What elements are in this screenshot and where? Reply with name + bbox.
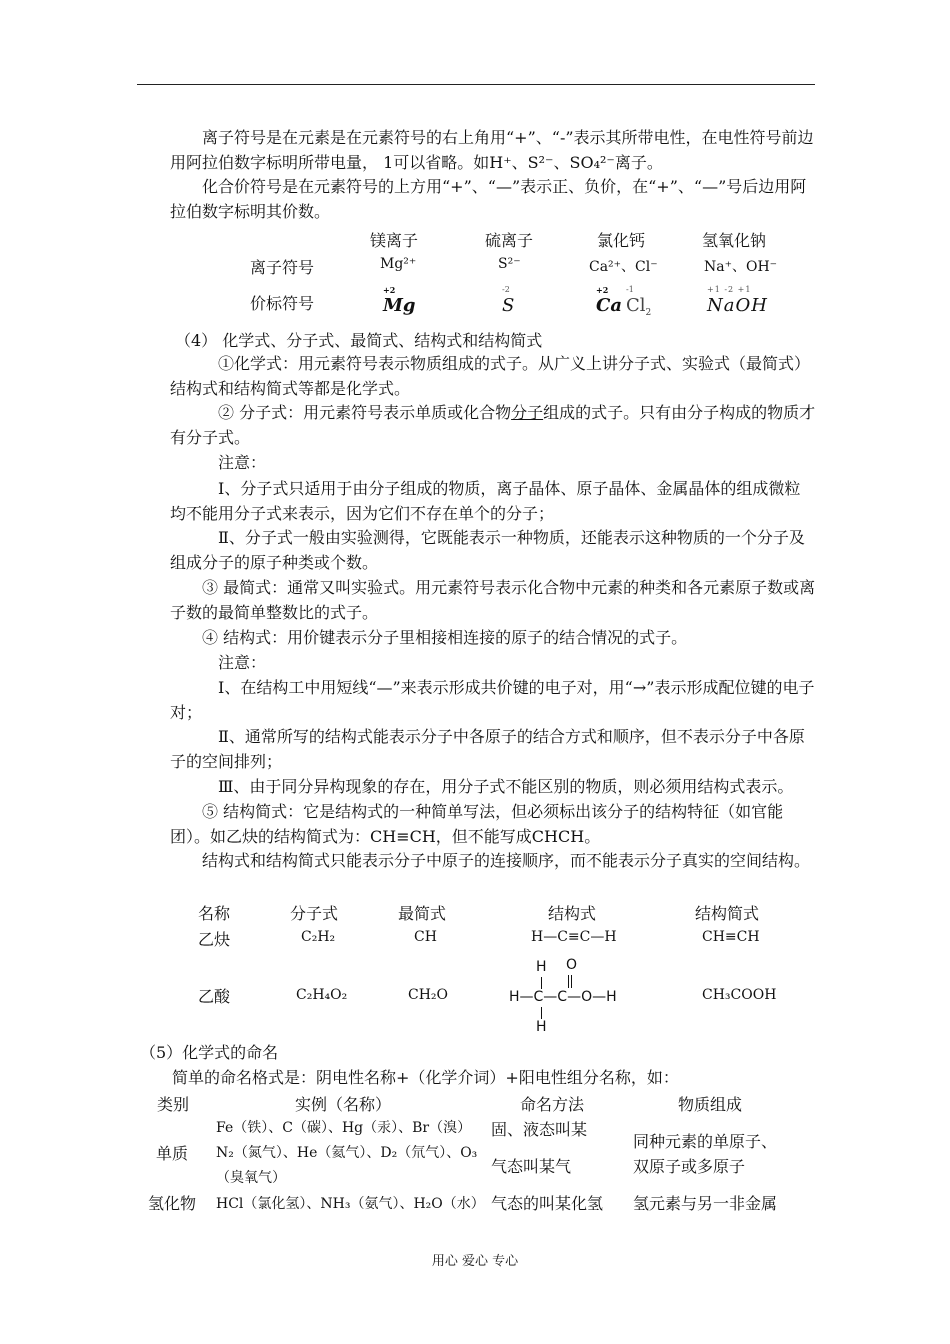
note-2-iii: Ⅲ、由于同分异构现象的存在，用分子式不能区别的物质，则必须用结构式表示。 <box>218 777 794 796</box>
o-top-atom: O <box>566 957 578 973</box>
acetic-acid-name: 乙酸 <box>198 987 231 1006</box>
naoh-valence: +1 -2 +1 NaOH <box>707 285 768 316</box>
category-element: 单质 <box>156 1144 189 1163</box>
header-empirical: 最简式 <box>398 904 447 923</box>
col-mg-ion: 镁离子 <box>370 231 419 250</box>
mg-ion: Mg²⁺ <box>380 256 417 272</box>
section-5-intro: 简单的命名格式是：阴电性名称+（化学介词）+阳电性组分名称，如： <box>172 1068 679 1087</box>
empirical-formula-def: ③ 最简式：通常又叫实验式。用元素符号表示化合物中元素的种类和各元素原子数或离子数的最简单整数比的式子。 <box>170 578 816 622</box>
section-5-heading: （5）化学式的命名 <box>140 1043 279 1062</box>
element-examples-1: Fe（铁）、C（碳）、Hg（汞）、Br（溴） <box>216 1120 472 1136</box>
acetylene-molecular: C₂H₂ <box>301 929 336 945</box>
note-1-i: Ⅰ、分子式只适用于由分子组成的物质，离子晶体、原子晶体、金属晶体的组成微粒均不能用分子式来表示，因为它们不存在单个的分子； <box>170 479 801 523</box>
row-valence-label: 价标符号 <box>250 294 315 313</box>
note-2-i: Ⅰ、在结构工中用短线“—”来表示形成共价键的电子对，用“→”表示形成配位键的电子对； <box>170 678 815 722</box>
h-bottom-atom: H <box>536 1019 547 1035</box>
c-o-double-bond <box>571 975 572 988</box>
hydride-method: 气态的叫某化氢 <box>491 1194 604 1213</box>
c-o-double-bond <box>568 975 569 988</box>
section-4-heading: （4） 化学式、分子式、最简式、结构式和结构简式 <box>175 331 543 350</box>
col-cacl2: 氯化钙 <box>597 231 646 250</box>
section-4-tail: 结构式和结构简式只能表示分子中原子的连接顺序，而不能表示分子真实的空间结构。 <box>202 851 811 870</box>
note-1-ii: Ⅱ、分子式一般由实验测得，它既能表示一种物质，还能表示这种物质的一个分子及组成分子的原子种类或个数。 <box>170 528 805 572</box>
acetic-acid-structural <box>505 957 625 1037</box>
s-valence: -2 S <box>502 285 515 316</box>
main-chain: H—C—C—O—H <box>509 989 617 1005</box>
note-2-ii: Ⅱ、通常所写的结构式能表示分子中各原子的结合方式和顺序，但不表示分子中各原子的空间排列； <box>170 727 805 771</box>
s-ion: S²⁻ <box>498 256 521 272</box>
element-composition-2: 双原子或多原子 <box>633 1157 746 1176</box>
chemical-formula-def: ①化学式：用元素符号表示物质组成的式子。从广义上讲分子式、实验式（最简式）结构式和结构简式等都是化学式。 <box>170 354 811 398</box>
acetylene-condensed: CH≡CH <box>702 929 760 945</box>
element-examples-2: N₂（氮气）、He（氦气）、D₂（氘气）、O₃ <box>216 1145 478 1161</box>
ion-symbol-paragraph: 离子符号是在元素是在元素符号的右上角用“+”、“-”表示其所带电性，在电性符号前边用阿拉伯数字标明所带电量， 1可以省略。如H⁺、S²⁻、SO₄²⁻离子。 <box>170 128 814 172</box>
header-method: 命名方法 <box>520 1095 585 1114</box>
structural-formula-def: ④ 结构式：用价键表示分子里相接相连接的原子的结合情况的式子。 <box>202 628 688 647</box>
category-hydride: 氢化物 <box>148 1194 197 1213</box>
h-top-atom: H <box>536 959 547 975</box>
header-condensed: 结构简式 <box>695 904 760 923</box>
condensed-formula-def: ⑤ 结构简式：它是结构式的一种简单写法，但必须标出该分子的结构特征（如官能团）。如乙炔的结构简式为：CH≡CH，但不能写成CHCH。 <box>170 802 784 846</box>
header-examples: 实例（名称） <box>295 1095 392 1114</box>
hydride-examples: HCl（氯化氢）、NH₃（氨气）、H₂O（水） <box>216 1196 485 1212</box>
na-oh-ion: Na⁺、OH⁻ <box>704 259 778 275</box>
valence-symbol-paragraph: 化合价符号是在元素符号的上方用“+”、“—”表示正、负价，在“+”、“—”号后边用阿拉伯数字标明其价数。 <box>170 177 807 221</box>
header-rule <box>137 84 815 85</box>
note-label: 注意： <box>218 453 267 472</box>
element-method-1: 固、液态叫某 <box>491 1120 588 1139</box>
header-name: 名称 <box>198 904 231 923</box>
c-h-bond <box>541 1007 542 1019</box>
header-molecular: 分子式 <box>290 904 339 923</box>
ca-valence: +2 Ca <box>596 285 622 316</box>
acetylene-empirical: CH <box>414 929 437 945</box>
acetic-acid-molecular: C₂H₄O₂ <box>296 987 348 1003</box>
row-ion-symbol-label: 离子符号 <box>250 258 315 277</box>
molecular-formula-def: ② 分子式：用元素符号表示单质或化合物分子组成的式子。只有由分子构成的物质才有分子式。 <box>170 403 816 447</box>
acetic-acid-empirical: CH₂O <box>408 987 449 1003</box>
c-h-bond <box>541 977 542 989</box>
ca-cl-ion: Ca²⁺、Cl⁻ <box>589 259 658 275</box>
col-s-ion: 硫离子 <box>485 231 534 250</box>
acetylene-name: 乙炔 <box>198 930 231 949</box>
element-composition-1: 同种元素的单原子、 <box>633 1132 778 1151</box>
mg-valence: +2 Mg <box>383 285 416 316</box>
acetylene-structural: H—C≡C—H <box>531 929 617 945</box>
note-label: 注意： <box>218 653 267 672</box>
header-category: 类别 <box>157 1095 190 1114</box>
cl-valence: -1 $Cl_2$ <box>626 285 652 319</box>
hydride-composition: 氢元素与另一非金属 <box>633 1194 778 1213</box>
element-method-2: 气态叫某气 <box>491 1157 572 1176</box>
element-examples-3: （臭氧气） <box>216 1170 286 1186</box>
acetic-acid-condensed: CH₃COOH <box>702 987 777 1003</box>
page-footer: 用心 爱心 专心 <box>431 1254 519 1269</box>
col-naoh: 氢氧化钠 <box>702 231 767 250</box>
header-composition: 物质组成 <box>678 1095 743 1114</box>
header-structural: 结构式 <box>548 904 597 923</box>
